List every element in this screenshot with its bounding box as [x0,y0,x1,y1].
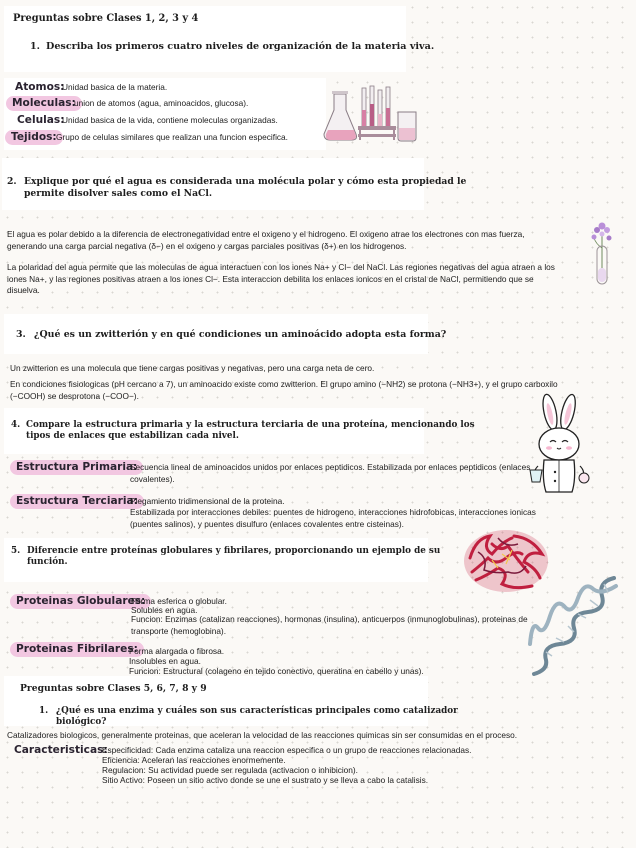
q1-question: Describa los primeros cuatro niveles de organización de la materia viva. [46,41,435,52]
level-tejidos-desc: Grupo de celulas similares que realizan una funcion especifica. [56,132,288,142]
tertiary-structure-term: Estructura Terciaria: [10,494,144,509]
section2-title: Preguntas sobre Clases 5, 6, 7, 8 y 9 [20,683,207,694]
q5-question-line1: Diferencie entre proteínas globulares y fibrilares, proporcionando un ejemplo de su [27,546,441,556]
q6-number: 1. [39,706,49,716]
q2-answer-paragraph1: El agua es polar debido a la diferencia de electronegatividad entre el oxigeno y el hidrogeno. El oxigeno atrae los electrones con mas fuerza, generando una carga parcial negativa (δ−) en el oxigeno y cargas parciales positivas (δ+) en los hidrogenos. [7,229,525,251]
q3-question: ¿Qué es un zwitterión y en qué condiciones un aminoácido adopta esta forma? [34,329,447,340]
primary-structure-term: Estructura Primaria: [10,460,143,475]
q2-number: 2. [7,176,17,187]
fibrilar-proteins-line1: Forma alargada o fibrosa. [129,646,225,656]
level-celulas-desc: Unidad basica de la vida, contiene moleculas organizadas. [62,115,278,125]
beaker-icon [398,112,416,141]
flower-test-tube-illustration [588,218,616,288]
q4-number: 4. [11,420,21,430]
level-moleculas-desc: union de atomos (agua, aminoacidos, glucosa). [74,98,249,108]
level-moleculas-term: Moleculas: [6,96,82,111]
q2-answer-paragraph2: La polaridad del agua permite que las moleculas de agua interactuen con los iones Na+ y Cl− del NaCl. Las regiones negativas del agua atraen a los iones Na+, y las regiones positivas atraen a los iones Cl−. Esta interaccion debilita los enlaces ionicos en el cristal de NaCl, permitiendo que se disuelva. [7,262,555,295]
tertiary-structure-line2: Estabilizada por interacciones debiles: puentes de hidrogeno, interacciones hidrofobicas, interacciones ionicas (puentes salinos), y puentes disulfuro (enlaces covalentes entre cisteinas). [130,507,536,529]
characteristics-term: Caracteristicas: [14,744,108,756]
q2-question-line1: Explique por qué el agua es considerada una molécula polar y cómo esta propiedad le [24,176,467,187]
fibrilar-proteins-term: Proteinas Fibrilares: [10,642,144,657]
characteristic-efficiency: Eficiencia: Aceleran las reacciones enormemente. [102,755,286,765]
characteristic-active-site: Sitio Activo: Poseen un sitio activo donde se une el sustrato y se lleva a cabo la catalisis. [102,775,429,785]
q6-answer: Catalizadores biologicos, generalmente proteinas, que aceleran la velocidad de las reacciones quimicas sin ser consumidas en el proceso. [7,730,518,740]
q3-answer-paragraph2: En condiciones fisiologicas (pH cercano a 7), un aminoacido existe como zwitterion. El grupo amino (−NH2) se protona (−NH3+), y el grupo carboxilo (−COOH) se desprotona (−COO−). [10,379,558,401]
level-celulas-term: Celulas: [17,114,65,126]
q2-question-line2: permite disolver sales como el NaCl. [24,188,213,199]
fibrilar-proteins-line3: Funcion: Estructural (colageno en tejido conectivo, queratina en cabello y unas). [129,666,424,676]
globular-proteins-line3: Funcion: Enzimas (catalizan reacciones), hormonas (insulina), anticuerpos (inmunoglobulinas), proteinas de transporte (hemoglobina). [131,614,528,636]
q5-number: 5. [11,546,21,556]
level-atomos-term: Atomos: [15,81,65,93]
q6-question-line1: ¿Qué es una enzima y cuáles son sus características principales como catalizador [56,706,458,716]
primary-structure-desc: Secuencia lineal de aminoacidos unidos por enlaces peptidicos. Estabilizada por enlaces peptidicos (enlaces covalentes). [130,462,531,484]
lab-glassware-illustration [322,84,418,142]
level-atomos-desc: Unidad basica de la materia. [62,82,168,92]
q3-answer-paragraph1: Un zwitterion es una molecula que tiene cargas positivas y negativas, pero una carga neta de cero. [10,363,375,373]
tertiary-structure-line1: Plegamiento tridimensional de la proteina. [130,496,285,506]
globular-proteins-term: Proteinas Globulares: [10,594,151,609]
globular-proteins-line2: Solubles en agua. [131,605,198,615]
fibrilar-proteins-line2: Insolubles en agua. [129,656,201,666]
q4-question-line1: Compare la estructura primaria y la estructura terciaria de una proteína, mencionando los [26,420,475,430]
dna-helix-illustration [528,574,620,678]
characteristic-regulation: Regulacion: Su actividad puede ser regulada (activacion o inhibicion). [102,765,358,775]
globular-proteins-line1: Forma esferica o globular. [131,596,227,606]
q1-number: 1. [30,41,41,52]
section1-title: Preguntas sobre Clases 1, 2, 3 y 4 [13,13,199,24]
q6-question-line2: biológico? [56,717,107,727]
q5-question-line2: función. [27,557,68,567]
test-tube-rack-icon [358,86,396,140]
flask-icon [324,91,357,140]
q3-number: 3. [16,329,26,340]
characteristic-specificity: Especificidad: Cada enzima cataliza una reaccion especifica o un grupo de reacciones relacionadas. [102,745,472,755]
q4-question-line2: tipos de enlaces que estabilizan cada nivel. [26,431,239,441]
level-tejidos-term: Tejidos: [5,130,63,145]
